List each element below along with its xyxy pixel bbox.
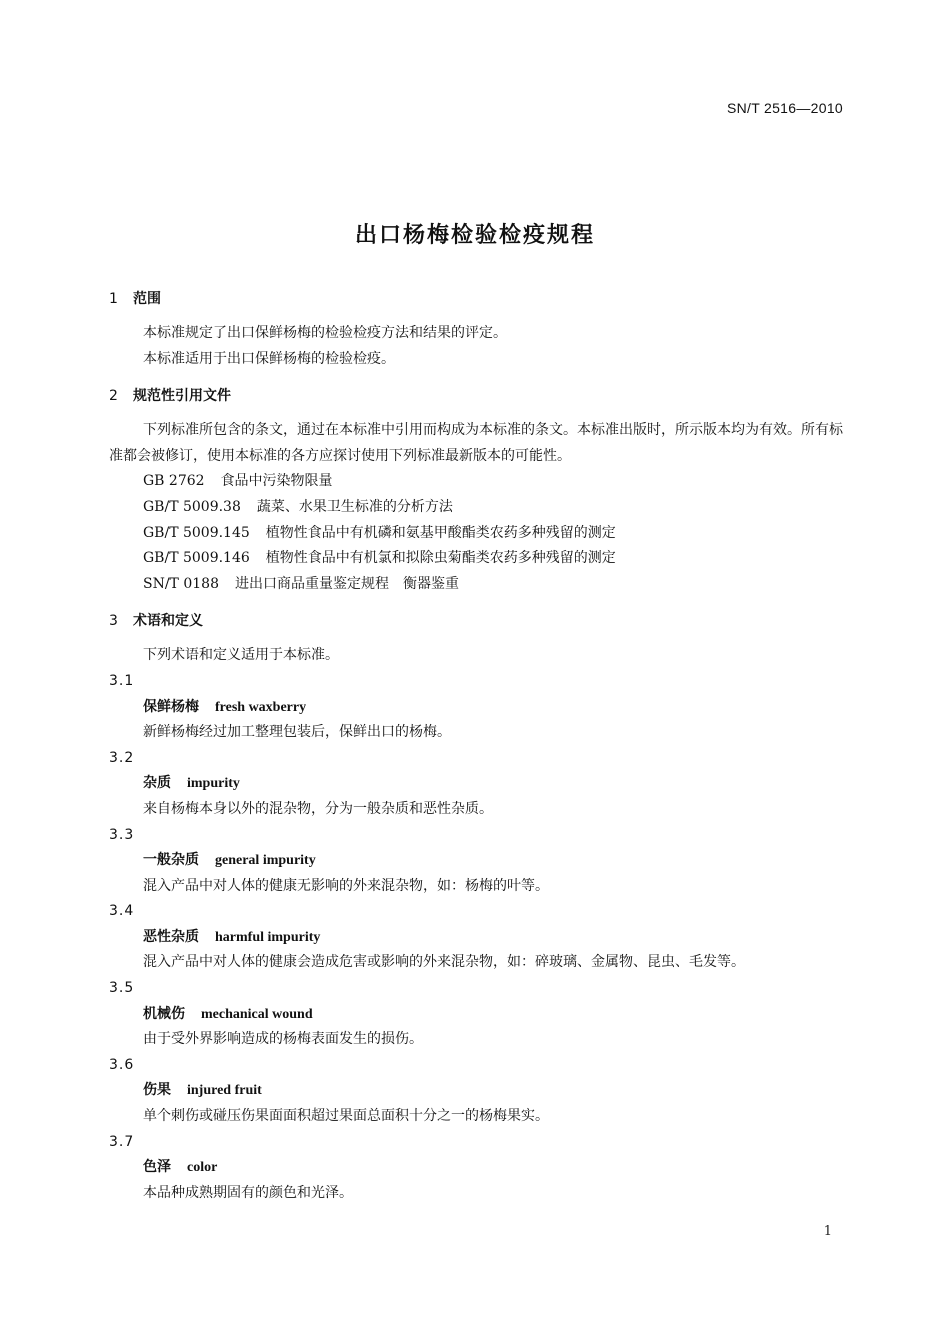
reference-code: GB/T 5009.146 [143,550,250,567]
term-zh: 一般杂质 [143,852,199,869]
reference-code: GB 2762 [143,473,205,490]
reference-code: SN/T 0188 [143,575,219,592]
term-zh: 色泽 [143,1159,171,1176]
term-zh: 机械伤 [143,1005,185,1022]
term-en: fresh waxberry [215,699,307,715]
document-body [109,287,845,1206]
reference-item [109,572,845,598]
term-definition: 混入产品中对人体的健康会造成危害或影响的外来混杂物，如：碎玻璃、金属物、昆虫、毛发等。 [143,954,745,971]
term-zh: 恶性杂质 [143,928,199,945]
term-en: color [187,1160,218,1176]
term-name [109,925,845,951]
paragraph: 本标准规定了出口保鲜杨梅的检验检疫方法和结果的评定。 [143,325,507,341]
section-title: 范围 [133,291,161,307]
reference-item [109,495,845,521]
reference-item [109,469,845,495]
term-number: 3.5 [109,980,135,997]
term-definition: 由于受外界影响造成的杨梅表面发生的损伤。 [143,1031,423,1048]
reference-name: 植物性食品中有机磷和氨基甲酸酯类农药多种残留的测定 [265,524,616,541]
term-name [109,848,845,874]
term-name [109,771,845,797]
section-title: 规范性引用文件 [133,388,231,405]
term-name [109,1078,845,1104]
term-en: impurity [187,776,240,792]
paragraph: 下列术语和定义适用于本标准。 [143,647,339,664]
term-name [109,1155,845,1181]
term-zh: 伤果 [143,1082,171,1099]
term-number: 3.7 [109,1133,135,1150]
term-definition: 新鲜杨梅经过加工整理包装后，保鲜出口的杨梅。 [143,724,451,741]
term-en: mechanical wound [201,1006,313,1022]
section-number: 1 [109,291,118,307]
paragraph: 本标准适用于出口保鲜杨梅的检验检疫。 [143,350,395,367]
document-title: 出口杨梅检验检疫规程 [354,223,595,248]
term-en: general impurity [215,853,316,869]
term-number: 3.3 [109,826,135,843]
reference-code: GB/T 5009.145 [143,524,250,541]
reference-name: 蔬菜、水果卫生标准的分析方法 [256,498,453,515]
reference-code: GB/T 5009.38 [143,498,241,515]
section-heading-scope [109,287,845,311]
reference-item [109,546,845,572]
reference-name: 进出口商品重量鉴定规程 衡器鉴重 [234,575,459,592]
term-zh: 杂质 [143,775,171,792]
reference-item [109,521,845,547]
term-name [109,695,845,721]
reference-name: 食品中污染物限量 [220,473,333,490]
term-number: 3.4 [109,903,135,920]
page-number: 1 [823,1224,832,1239]
reference-name: 植物性食品中有机氯和拟除虫菊酯类农药多种残留的测定 [265,550,616,567]
standard-code: SN/T 2516—2010 [726,100,843,116]
term-name [109,1002,845,1028]
term-definition: 本品种成熟期固有的颜色和光泽。 [143,1184,353,1201]
term-en: injured fruit [187,1083,262,1099]
term-definition: 混入产品中对人体的健康无影响的外来混杂物，如：杨梅的叶等。 [143,877,549,894]
term-definition: 来自杨梅本身以外的混杂物，分为一般杂质和恶性杂质。 [143,800,493,817]
term-zh: 保鲜杨梅 [143,698,199,715]
section-number: 2 [109,388,118,405]
term-number: 3.6 [109,1056,135,1073]
term-number: 3.1 [109,672,135,689]
section-heading-terms-definitions [109,609,845,633]
section-title: 术语和定义 [133,613,203,630]
term-definition: 单个刺伤或碰压伤果面面积超过果面总面积十分之一的杨梅果实。 [143,1108,549,1125]
section-heading-normative-references [109,384,845,408]
term-en: harmful impurity [215,929,321,945]
term-number: 3.2 [109,749,135,766]
paragraph: 下列标准所包含的条文，通过在本标准中引用而构成为本标准的条文。本标准出版时，所示版本均为有效。所有标准都会被修订，使用本标准的各方应探讨使用下列标准最新版本的可能性。 [109,422,843,464]
section-number: 3 [109,613,118,630]
